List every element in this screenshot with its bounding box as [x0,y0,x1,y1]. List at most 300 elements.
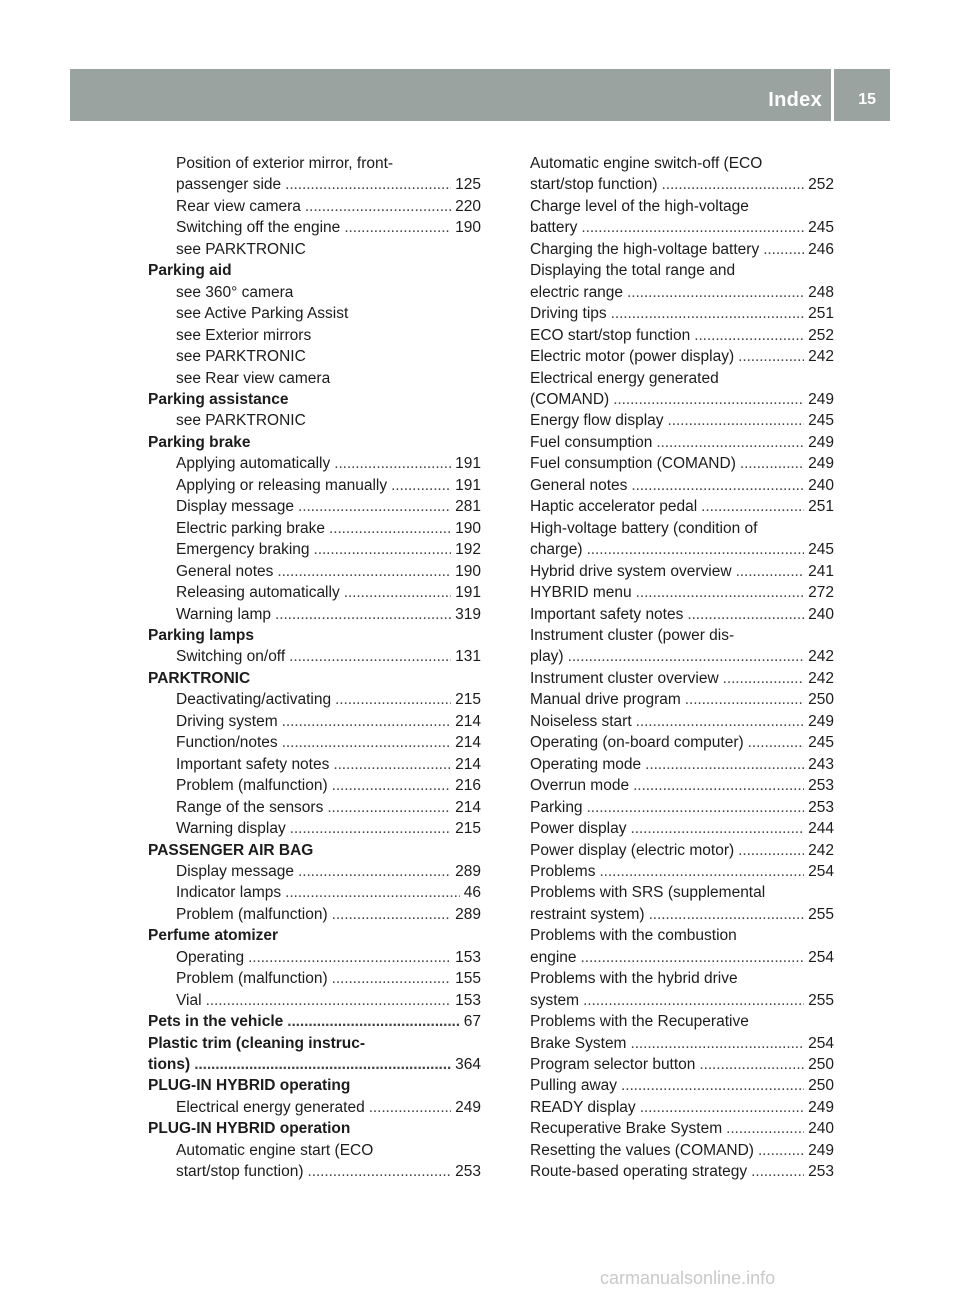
entry-text: Important safety notes [176,755,330,773]
page-ref: 250 [808,1077,834,1095]
leader-dots [699,1054,804,1075]
index-entry [530,368,834,411]
leader-dots [748,732,804,753]
page-ref: 253 [455,1163,481,1181]
page-ref: 254 [808,1034,834,1052]
entry-text: Pulling away [530,1077,618,1095]
entry-text: Automatic engine switch-off (ECO [530,155,763,172]
index-heading [148,925,481,946]
index-entry [530,239,834,260]
page-ref: 192 [455,541,481,559]
page-ref: 249 [808,1141,834,1159]
page-ref: 272 [808,584,834,602]
entry-text: High-voltage battery (condition of [530,519,758,537]
entry-text: PARKTRONIC [148,669,251,687]
entry-text: Instrument cluster overview [530,669,719,687]
index-heading [148,389,481,410]
entry-text: PLUG-IN HYBRID operation [148,1120,351,1138]
entry-text: Applying automatically [176,455,331,473]
leader-dots [726,1118,804,1139]
index-entry [530,325,834,346]
index-entry [530,260,834,303]
entry-text: passenger side [176,176,282,194]
page-ref: 249 [808,455,834,473]
index-entry [148,904,481,925]
entry-text: start/stop function) [176,1163,304,1181]
leader-dots [277,561,451,582]
entry-text: Electrical energy generated [530,369,719,387]
leader-dots [314,539,452,560]
leader-dots [305,196,451,217]
page-ref: 190 [455,519,481,537]
entry-text: ECO start/stop function [530,326,691,344]
leader-dots [332,904,452,925]
entry-text: restraint system) [530,905,645,923]
entry-text: Program selector button [530,1056,696,1074]
entry-text: Power display [530,820,627,838]
leader-dots [391,475,451,496]
page-ref: 214 [455,712,481,730]
leader-dots [649,904,805,925]
entry-text: Applying or releasing manually [176,476,388,494]
entry-text: Parking aid [148,262,232,280]
index-column-left [148,153,481,1183]
leader-dots [568,646,805,667]
leader-dots [668,410,805,431]
index-entry [148,217,481,238]
leader-dots [287,1011,460,1032]
index-entry [148,196,481,217]
page-ref: 251 [808,305,834,323]
page-ref: 253 [808,1163,834,1181]
entry-text: see PARKTRONIC [176,348,306,366]
entry-text: Driving tips [530,305,607,323]
leader-dots [194,1054,451,1075]
entry-text: General notes [176,562,274,580]
leader-dots [581,947,805,968]
index-entry [530,732,834,753]
page-ref: 249 [808,390,834,408]
entry-text: engine [530,948,577,966]
page-ref: 252 [808,326,834,344]
entry-text: HYBRID menu [530,584,632,602]
page-ref: 246 [808,240,834,258]
entry-text: Power display (electric motor) [530,841,735,859]
entry-text: Operating (on-board computer) [530,734,744,752]
index-entry [530,582,834,603]
index-entry [530,818,834,839]
entry-text: Switching off the engine [176,219,341,237]
entry-text: Perfume atomizer [148,927,279,945]
entry-text: electric range [530,283,624,301]
entry-text: (COMAND) [530,390,610,408]
index-entry [530,754,834,775]
index-entry [148,410,481,431]
leader-dots [275,604,451,625]
leader-dots [627,282,804,303]
index-heading [148,260,481,281]
page-ref: 214 [455,755,481,773]
entry-text: Vial [176,991,202,1009]
index-entry [148,282,481,303]
index-heading [148,1011,481,1032]
index-heading [148,668,481,689]
entry-text: Releasing automatically [176,584,340,602]
page-ref: 281 [455,498,481,516]
entry-text: Problem (malfunction) [176,777,328,795]
page-ref: 67 [463,1013,481,1031]
page-ref: 220 [455,197,481,215]
leader-dots [631,818,805,839]
index-entry [148,368,481,389]
index-entry [148,604,481,625]
page-ref: 255 [808,905,834,923]
entry-text: Hybrid drive system overview [530,562,732,580]
entry-text: Plastic trim (cleaning instruc- [148,1034,366,1052]
index-entry [530,475,834,496]
leader-dots [332,968,452,989]
index-entry [148,518,481,539]
entry-text: Indicator lamps [176,884,282,902]
entry-text: see Exterior mirrors [176,326,312,344]
entry-text: Display message [176,862,295,880]
index-entry [148,818,481,839]
leader-dots [599,861,804,882]
page-ref: 214 [455,734,481,752]
index-entry [148,453,481,474]
index-entry [530,432,834,453]
page-ref: 216 [455,777,481,795]
entry-text: Instrument cluster (power dis- [530,626,735,644]
entry-text: Noiseless start [530,712,632,730]
page-ref: 153 [455,991,481,1009]
entry-text: Electric motor (power display) [530,348,735,366]
leader-dots [645,754,804,775]
entry-text: Resetting the values (COMAND) [530,1141,754,1159]
entry-text: Function/notes [176,734,278,752]
index-heading [148,840,481,861]
entry-text: Parking lamps [148,626,254,644]
index-entry [530,496,834,517]
entry-text: Brake System [530,1034,627,1052]
index-entry [530,882,834,925]
leader-dots [329,518,451,539]
index-entry [530,561,834,582]
page-ref: 289 [455,905,481,923]
entry-text: Charging the high-voltage battery [530,240,760,258]
page-ref: 191 [455,455,481,473]
page-ref: 242 [808,648,834,666]
index-entry [148,861,481,882]
page-number: 15 [858,91,876,108]
entry-text: Charge level of the high-voltage [530,197,749,215]
index-entry [148,539,481,560]
page-ref: 240 [808,476,834,494]
entry-text: Automatic engine start (ECO [176,1141,374,1159]
page-ref: 245 [808,219,834,237]
page-ref: 245 [808,412,834,430]
entry-text: Problems [530,862,596,880]
leader-dots [206,990,452,1011]
index-entry [530,1118,834,1139]
leader-dots [289,646,451,667]
leader-dots [736,561,805,582]
leader-dots [621,1075,804,1096]
leader-dots [723,668,804,689]
page-ref: 319 [455,605,481,623]
page-ref: 253 [808,798,834,816]
entry-text: Displaying the total range and [530,262,736,280]
entry-text: system [530,991,580,1009]
entry-text: Energy flow display [530,412,664,430]
index-entry [148,475,481,496]
entry-text: Problems with the combustion [530,927,737,945]
index-entry [530,1054,834,1075]
index-entry [530,625,834,668]
leader-dots [587,539,805,560]
index-entry [148,496,481,517]
index-entry [530,968,834,1011]
page-ref: 240 [808,605,834,623]
leader-dots [248,947,451,968]
page-ref: 364 [455,1056,481,1074]
page-ref: 248 [808,283,834,301]
index-heading [148,1033,481,1076]
index-entry [530,775,834,796]
page-ref: 250 [808,1056,834,1074]
leader-dots [631,475,804,496]
page-ref: 125 [455,176,481,194]
index-entry [148,689,481,710]
leader-dots [636,582,804,603]
page-ref: 254 [808,862,834,880]
entry-text: play) [530,648,564,666]
section-title: Index [768,89,822,111]
index-entry [530,1161,834,1182]
page-ref: 215 [455,820,481,838]
index-entry [530,453,834,474]
leader-dots [685,689,804,710]
entry-text: Route-based operating strategy [530,1163,748,1181]
entry-text: charge) [530,541,583,559]
page-ref: 245 [808,541,834,559]
index-heading [148,1118,481,1139]
leader-dots [636,711,804,732]
entry-text: Parking [530,798,583,816]
index-entry [530,604,834,625]
leader-dots [298,496,451,517]
entry-text: Problem (malfunction) [176,905,328,923]
index-entry [530,346,834,367]
index-entry [148,561,481,582]
entry-text: Manual drive program [530,691,681,709]
leader-dots [334,453,451,474]
index-entry [148,882,481,903]
entry-text: Pets in the vehicle [148,1013,284,1031]
index-entry [530,410,834,431]
entry-text: READY display [530,1098,636,1116]
page-ref: 250 [808,691,834,709]
index-entry [530,840,834,861]
index-entry [530,861,834,882]
leader-dots [335,689,451,710]
index-entry [148,153,481,196]
page-ref: 155 [455,970,481,988]
page-ref: 249 [808,433,834,451]
leader-dots [282,732,451,753]
entry-text: Overrun mode [530,777,630,795]
page-ref: 249 [808,1098,834,1116]
entry-text: Parking brake [148,433,251,451]
entry-text: Fuel consumption [530,433,653,451]
page-ref: 190 [455,219,481,237]
entry-text: Operating mode [530,755,642,773]
page-ref: 253 [808,777,834,795]
index-entry [148,775,481,796]
entry-text: Parking assistance [148,390,289,408]
index-entry [530,153,834,196]
page-ref: 243 [808,755,834,773]
entry-text: Problems with the Recuperative [530,1013,749,1031]
page-ref: 131 [455,648,481,666]
index-entry [148,732,481,753]
index-entry [148,346,481,367]
index-heading [148,432,481,453]
watermark: carmanualsonline.info [600,1268,776,1288]
leader-dots [611,303,804,324]
entry-text: Display message [176,498,295,516]
leader-dots [581,217,804,238]
index-entry [148,646,481,667]
entry-text: Haptic accelerator pedal [530,498,698,516]
index-entry [530,518,834,561]
page-header [70,69,890,121]
page-ref: 153 [455,948,481,966]
page-ref: 46 [463,884,481,902]
index-entry [530,1097,834,1118]
index-heading [148,625,481,646]
entry-text: see Rear view camera [176,369,331,387]
entry-text: Deactivating/activating [176,691,332,709]
page-ref: 249 [455,1098,481,1116]
page-ref: 245 [808,734,834,752]
entry-text: PLUG-IN HYBRID operating [148,1077,351,1095]
leader-dots [751,1161,804,1182]
index-entry [148,968,481,989]
entry-text: Operating [176,948,245,966]
leader-dots [282,711,451,732]
leader-dots [344,217,451,238]
index-entry [530,1140,834,1161]
leader-dots [630,1033,804,1054]
leader-dots [758,1140,804,1161]
entry-text: Electrical energy generated [176,1098,365,1116]
index-entry [148,1097,481,1118]
entry-text: see PARKTRONIC [176,412,306,430]
entry-text: PASSENGER AIR BAG [148,841,314,859]
index-entry [530,797,834,818]
entry-text: Fuel consumption (COMAND) [530,455,736,473]
index-entry [530,1075,834,1096]
index-entry [530,689,834,710]
page-ref: 289 [455,862,481,880]
leader-dots [656,432,804,453]
entry-text: Range of the sensors [176,798,324,816]
index-entry [530,711,834,732]
entry-text: Problem (malfunction) [176,970,328,988]
header-divider [831,69,834,121]
page-ref: 190 [455,562,481,580]
leader-dots [369,1097,451,1118]
leader-dots [694,325,804,346]
leader-dots [633,775,804,796]
leader-dots [738,346,804,367]
leader-dots [285,882,460,903]
index-entry [148,239,481,260]
entry-text: Warning lamp [176,605,272,623]
index-entry [148,990,481,1011]
index-entry [148,711,481,732]
index-column-right [530,153,834,1183]
leader-dots [662,174,805,195]
leader-dots [333,754,451,775]
leader-dots [613,389,804,410]
leader-dots [332,775,452,796]
page-ref: 251 [808,498,834,516]
index-entry [530,196,834,239]
page-ref: 252 [808,176,834,194]
entry-text: Position of exterior mirror, front- [176,155,394,172]
entry-text: tions) [148,1056,191,1074]
index-entry [148,797,481,818]
page-ref: 242 [808,841,834,859]
page-ref: 242 [808,669,834,687]
entry-text: Electric parking brake [176,519,326,537]
index-entry [148,1140,481,1183]
index-entry [148,947,481,968]
entry-text: Important safety notes [530,605,684,623]
page-ref: 241 [808,562,834,580]
leader-dots [701,496,804,517]
index-entry [530,925,834,968]
leader-dots [763,239,804,260]
entry-text: Driving system [176,712,278,730]
page-ref: 215 [455,691,481,709]
page-ref: 249 [808,712,834,730]
leader-dots [344,582,451,603]
entry-text: see PARKTRONIC [176,240,306,258]
index-entry [530,1011,834,1054]
index-entry [530,303,834,324]
entry-text: Problems with the hybrid drive [530,970,738,988]
leader-dots [738,840,804,861]
leader-dots [290,818,451,839]
index-entry [530,668,834,689]
entry-text: Problems with SRS (supplemental [530,884,766,902]
leader-dots [308,1161,452,1182]
index-entry [148,303,481,324]
leader-dots [327,797,451,818]
leader-dots [583,990,804,1011]
entry-text: battery [530,219,578,237]
entry-text: Warning display [176,820,286,838]
index-entry [148,582,481,603]
leader-dots [587,797,805,818]
page-ref: 255 [808,991,834,1009]
leader-dots [687,604,804,625]
page-ref: 244 [808,820,834,838]
leader-dots [740,453,804,474]
